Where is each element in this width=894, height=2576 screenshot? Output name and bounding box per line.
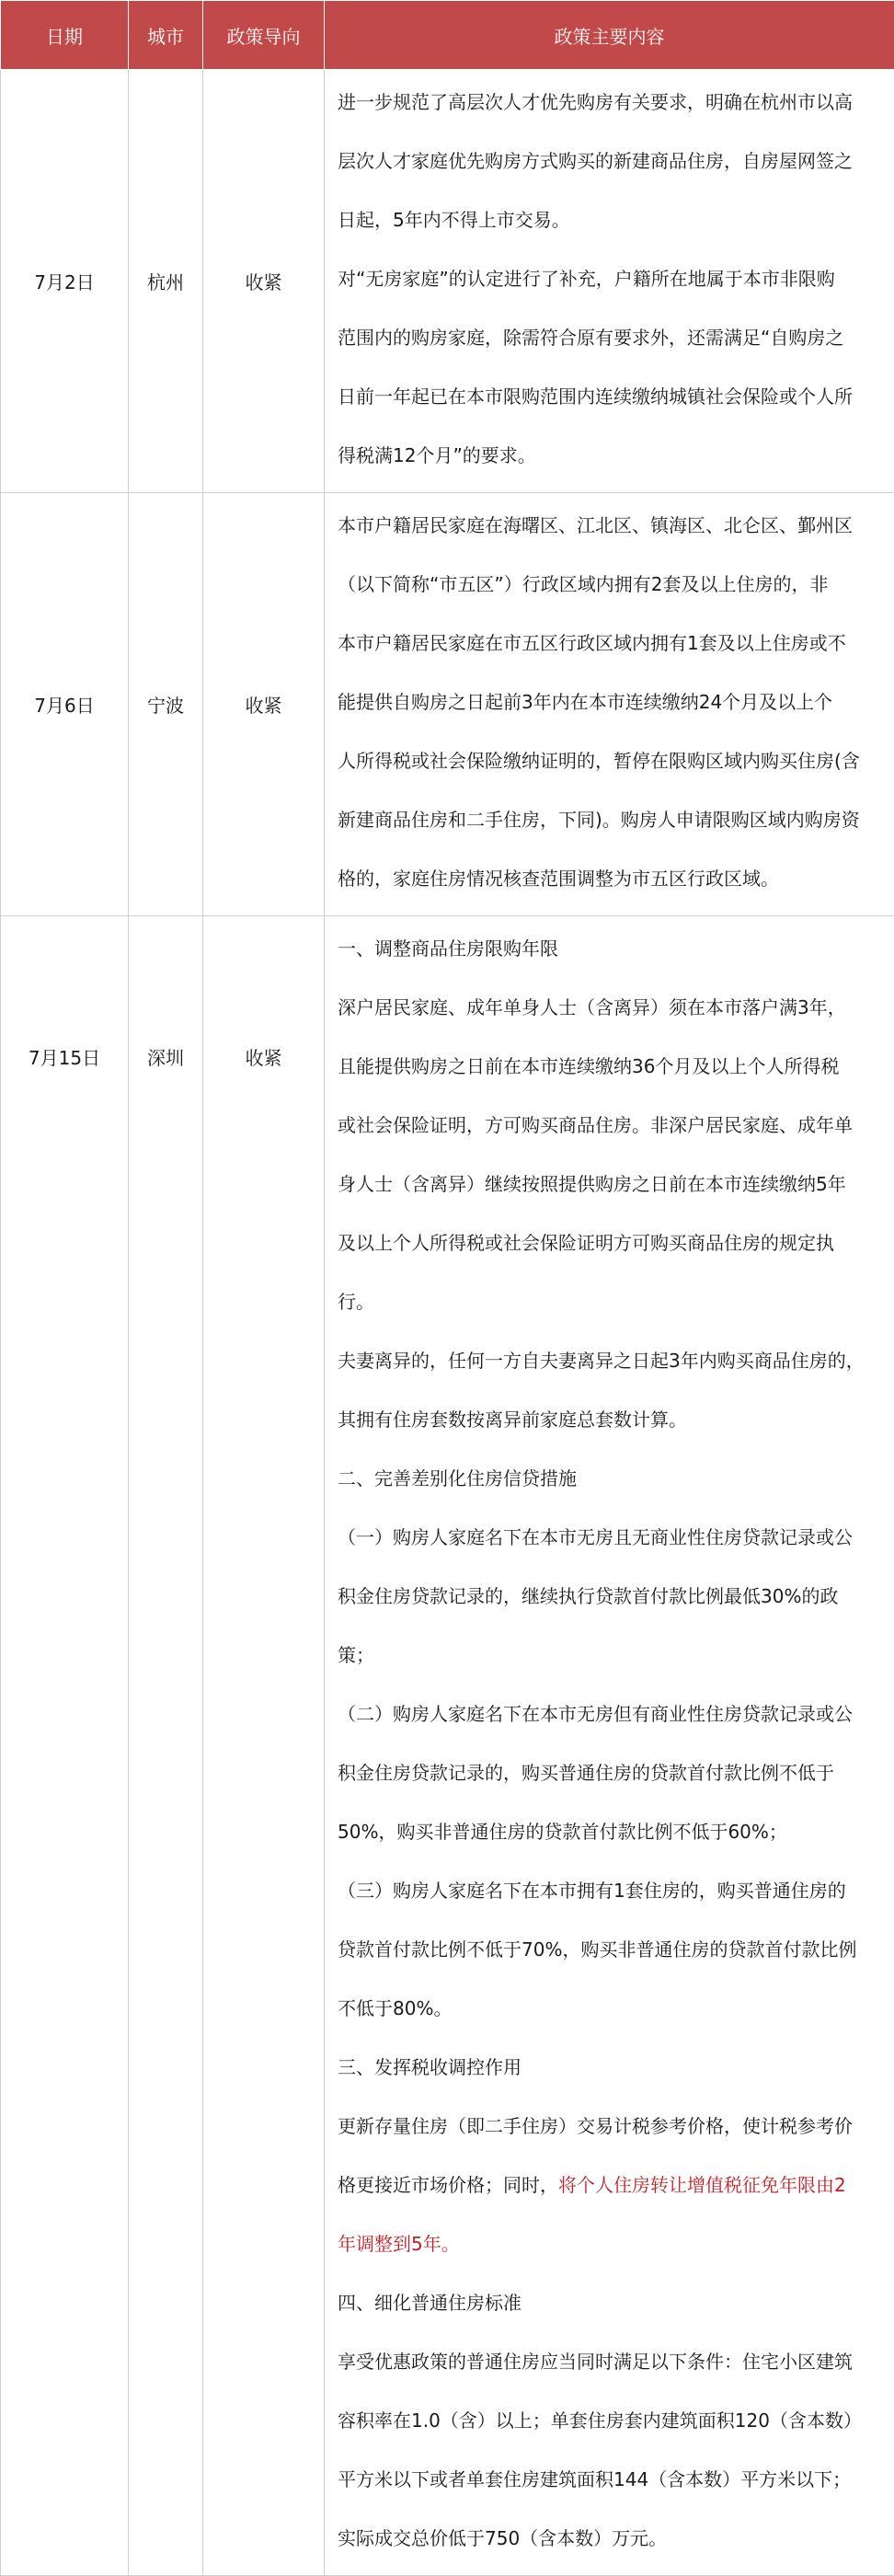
header-direction: 政策导向	[203, 1, 325, 70]
text-fragment: 格更接近市场价格；同时，	[338, 2174, 558, 2196]
section-heading	[338, 919, 883, 978]
text-line: 一、调整商品住房限购年限	[338, 919, 883, 978]
text-line: 实际成交总价低于750（含本数）万元。	[338, 2509, 883, 2568]
text-line: 人所得税或社会保险缴纳证明的，暂停在限购区域内购买住房(含	[338, 731, 883, 790]
text-line: 50%，购买非普通住房的贷款首付款比例不低于60%；	[338, 1802, 883, 1861]
text-line: 及以上个人所得税或社会保险证明方可购买商品住房的规定执	[338, 1213, 883, 1272]
direction-cell: 收紧	[203, 493, 325, 916]
paragraph	[338, 2097, 883, 2273]
paragraph	[338, 2332, 883, 2568]
content-cell	[325, 70, 894, 493]
date-cell: 7月6日	[1, 493, 129, 916]
city-cell: 深圳	[129, 916, 203, 2576]
text-line: 行。	[338, 1272, 883, 1331]
text-line: 范围内的购房家庭，除需符合原有要求外，还需满足“自购房之	[338, 308, 883, 367]
text-line: 本市户籍居民家庭在市五区行政区域内拥有1套及以上住房或不	[338, 614, 883, 673]
header-row	[1, 1, 894, 70]
city-cell: 宁波	[129, 493, 203, 916]
text-line: 积金住房贷款记录的，购买普通住房的贷款首付款比例不低于	[338, 1743, 883, 1802]
header-content: 政策主要内容	[325, 1, 894, 70]
text-line: （一）购房人家庭名下在本市无房且无商业性住房贷款记录或公	[338, 1508, 883, 1567]
highlighted-text: 将个人住房转让增值税征免年限由2	[558, 2174, 846, 2196]
header-city: 城市	[129, 1, 203, 70]
text-line: 日起，5年内不得上市交易。	[338, 190, 883, 249]
text-line: 得税满12个月”的要求。	[338, 426, 883, 485]
text-line: 对“无房家庭”的认定进行了补充，户籍所在地属于本市非限购	[338, 249, 883, 308]
text-line: 二、完善差别化住房信贷措施	[338, 1449, 883, 1508]
paragraph	[338, 73, 883, 249]
date-cell: 7月15日	[1, 916, 129, 2576]
paragraph	[338, 1508, 883, 1685]
text-line	[338, 2156, 883, 2214]
text-line: 其拥有住房套数按离异前家庭总套数计算。	[338, 1390, 883, 1449]
text-line: （二）购房人家庭名下在本市无房但有商业性住房贷款记录或公	[338, 1685, 883, 1743]
paragraph	[338, 1331, 883, 1449]
date-cell: 7月2日	[1, 70, 129, 493]
text-line: 层次人才家庭优先购房方式购买的新建商品住房，自房屋网签之	[338, 132, 883, 190]
header-date: 日期	[1, 1, 129, 70]
city-cell: 杭州	[129, 70, 203, 493]
text-line: 容积率在1.0（含）以上；单套住房套内建筑面积120（含本数）	[338, 2391, 883, 2450]
paragraph	[338, 978, 883, 1331]
table-row	[1, 916, 894, 2576]
text-line: 不低于80%。	[338, 1979, 883, 2038]
text-line: 深户居民家庭、成年单身人士（含离异）须在本市落户满3年，	[338, 978, 883, 1037]
table-row	[1, 70, 894, 493]
content-cell	[325, 493, 894, 916]
text-line: 格的，家庭住房情况核查范围调整为市五区行政区域。	[338, 849, 883, 908]
text-line: 积金住房贷款记录的，继续执行贷款首付款比例最低30%的政	[338, 1567, 883, 1626]
text-line: 策；	[338, 1626, 883, 1685]
paragraph	[338, 496, 883, 908]
text-line: 本市户籍居民家庭在海曙区、江北区、镇海区、北仑区、鄞州区	[338, 496, 883, 555]
paragraph	[338, 1861, 883, 2038]
section-heading	[338, 2273, 883, 2332]
text-line: 平方米以下或者单套住房建筑面积144（含本数）平方米以下；	[338, 2450, 883, 2509]
paragraph	[338, 249, 883, 485]
table-row	[1, 493, 894, 916]
direction-cell: 收紧	[203, 916, 325, 2576]
text-line: 日前一年起已在本市限购范围内连续缴纳城镇社会保险或个人所	[338, 367, 883, 426]
section-heading	[338, 2038, 883, 2097]
content-cell	[325, 916, 894, 2576]
paragraph	[338, 1685, 883, 1861]
text-line: 四、细化普通住房标准	[338, 2273, 883, 2332]
text-line: 三、发挥税收调控作用	[338, 2038, 883, 2097]
text-line: 贷款首付款比例不低于70%，购买非普通住房的贷款首付款比例	[338, 1920, 883, 1979]
text-line: 更新存量住房（即二手住房）交易计税参考价格，使计税参考价	[338, 2097, 883, 2156]
text-line: 或社会保险证明，方可购买商品住房。非深户居民家庭、成年单	[338, 1096, 883, 1155]
text-line: （三）购房人家庭名下在本市拥有1套住房的，购买普通住房的	[338, 1861, 883, 1920]
text-line: 且能提供购房之日前在本市连续缴纳36个月及以上个人所得税	[338, 1037, 883, 1096]
text-line: 享受优惠政策的普通住房应当同时满足以下条件：住宅小区建筑	[338, 2332, 883, 2391]
text-line: 能提供自购房之日起前3年内在本市连续缴纳24个月及以上个	[338, 673, 883, 731]
text-line: 夫妻离异的，任何一方自夫妻离异之日起3年内购买商品住房的，	[338, 1331, 883, 1390]
text-line: 身人士（含离异）继续按照提供购房之日前在本市连续缴纳5年	[338, 1155, 883, 1213]
highlighted-text: 年调整到5年。	[338, 2214, 883, 2273]
text-line: 进一步规范了高层次人才优先购房有关要求，明确在杭州市以高	[338, 73, 883, 132]
text-line: （以下简称“市五区”）行政区域内拥有2套及以上住房的，非	[338, 555, 883, 614]
text-line: 新建商品住房和二手住房，下同)。购房人申请限购区域内购房资	[338, 790, 883, 849]
direction-cell: 收紧	[203, 70, 325, 493]
section-heading	[338, 1449, 883, 1508]
